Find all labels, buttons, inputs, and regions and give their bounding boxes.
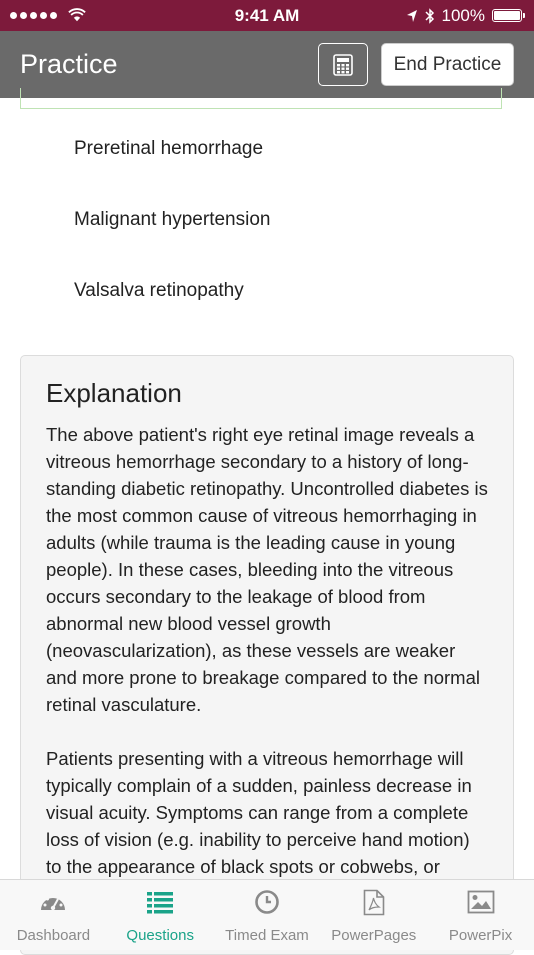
image-icon	[466, 888, 496, 916]
answer-option-valsalva-retinopathy[interactable]: Valsalva retinopathy	[74, 280, 244, 301]
tab-label: PowerPages	[331, 927, 417, 944]
list-icon	[145, 888, 175, 916]
tab-label: Questions	[126, 927, 194, 944]
battery-icon	[492, 9, 522, 22]
tab-label: PowerPix	[448, 927, 513, 944]
battery-fill	[494, 11, 520, 20]
tab-label: Timed Exam	[225, 927, 309, 944]
tab-dashboard[interactable]	[0, 880, 107, 950]
clock-icon	[252, 888, 282, 916]
explanation-title: Explanation	[46, 378, 182, 408]
explanation-panel	[20, 355, 514, 955]
bluetooth-icon	[425, 8, 435, 24]
dashboard-icon	[38, 888, 68, 916]
tab-timed-exam[interactable]	[214, 880, 321, 950]
answer-option-preretinal-hemorrhage[interactable]: Preretinal hemorrhage	[74, 138, 264, 159]
tab-bar	[0, 879, 534, 950]
tab-label: Dashboard	[16, 927, 91, 944]
correct-answer-box	[20, 88, 502, 109]
calculator-button[interactable]	[318, 43, 368, 86]
question-content	[0, 98, 534, 879]
page-title: Practice	[20, 49, 118, 79]
battery-percent: 100%	[441, 5, 485, 25]
calculator-icon	[333, 54, 353, 76]
location-arrow-icon	[406, 9, 418, 23]
end-practice-button[interactable]: End Practice	[381, 43, 514, 86]
tab-powerpages[interactable]	[320, 880, 427, 950]
status-time: 9:41 AM	[234, 6, 300, 25]
status-bar	[0, 0, 534, 31]
tab-powerpix[interactable]	[427, 880, 534, 950]
answer-option-malignant-hypertension[interactable]: Malignant hypertension	[74, 209, 271, 230]
explanation-paragraph: Patients presenting with a vitreous hemorrhage will typically complain of a sudden, painless decrease in visual acuity. Symptoms can range from a complete loss of vision (e.g. inability to perceive hand motion) to the appearance of black spots or cobwebs, or	[46, 748, 472, 877]
pdf-icon	[359, 888, 389, 916]
explanation-paragraph: The above patient's right eye retinal image reveals a vitreous hemorrhage secondary to a history of long-standing diabetic retinopathy. Uncontrolled diabetes is the most common cause of vitreous hemorrhaging in adults (while trauma is the leading cause in young people). In these cases, bleeding into the vitreous occurs secondary to the leakage of blood from abnormal new blood vessel growth (neovascularization), as these vessels are weaker and more prone to breakage compared to the normal retinal vasculature.	[46, 424, 488, 715]
tab-questions[interactable]	[107, 880, 214, 950]
